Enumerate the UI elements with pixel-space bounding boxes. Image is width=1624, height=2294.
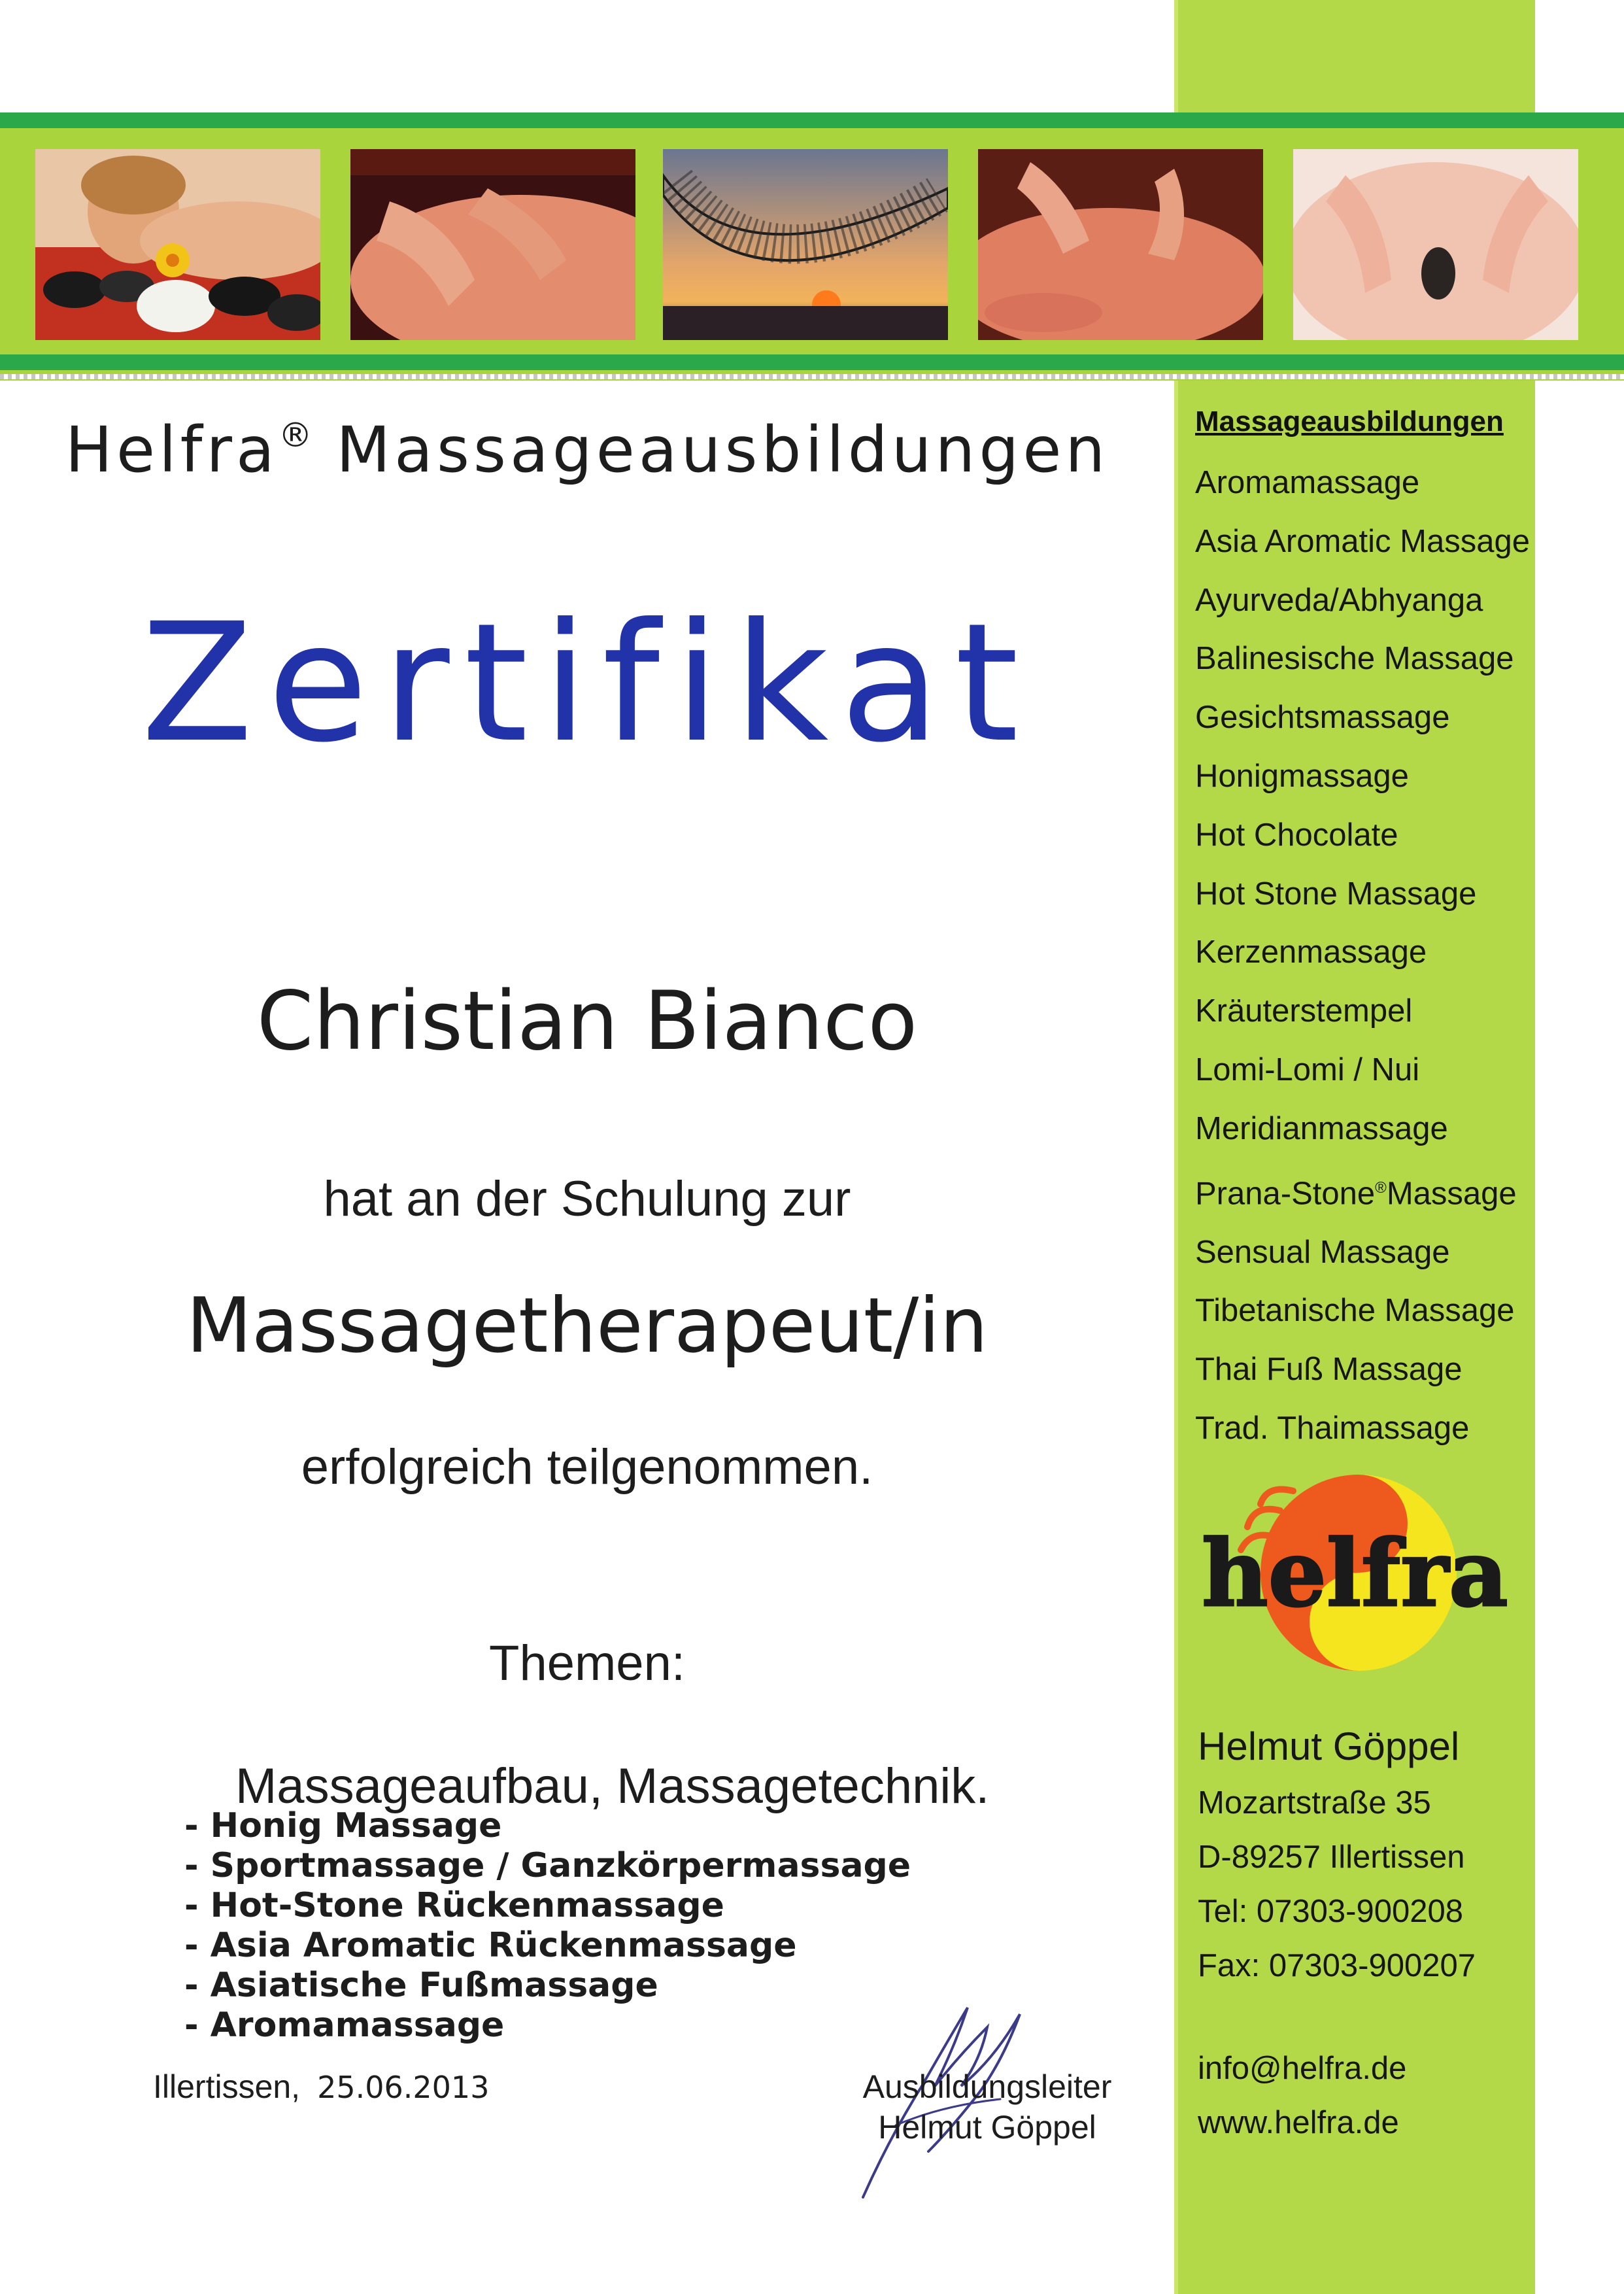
course-item: Hot Chocolate [1195, 817, 1398, 853]
signer-block [850, 2066, 1125, 2148]
signer-role: Ausbildungsleiter [862, 2068, 1112, 2105]
contact-block [1198, 1717, 1476, 2150]
header-title-rest: Massageausbildungen [336, 413, 1109, 487]
themes-subtitle: Massageaufbau, Massagetechnik. [235, 1758, 990, 1814]
course-item: Balinesische Massage [1195, 641, 1514, 677]
theme-item: - Hot-Stone Rückenmassage [184, 1886, 724, 1925]
place: Illertissen, [153, 2068, 301, 2105]
contact-city: D-89257 Illertissen [1198, 1840, 1465, 1875]
hammock-sunset-photo [663, 149, 948, 340]
prana-suffix: Massage [1386, 1175, 1517, 1211]
prana-registered-mark: ® [1375, 1178, 1387, 1197]
theme-item: - Asiatische Fußmassage [184, 1966, 658, 2005]
signer-name: Helmut Göppel [878, 2109, 1096, 2146]
back-massage-photo [350, 149, 635, 340]
place-and-date [153, 2068, 489, 2106]
registered-mark: ® [278, 416, 313, 455]
course-item [1195, 1159, 1530, 1224]
course-name: Massagetherapeut/in [186, 1282, 989, 1370]
svg-text:helfra: helfra [1202, 1520, 1508, 1628]
course-item: Trad. Thaimassage [1195, 1411, 1470, 1447]
certificate-title: Zertifikat [141, 588, 1034, 778]
sidebar-heading: Massageausbildungen [1195, 405, 1504, 437]
band-stripe-top [0, 112, 1624, 128]
contact-fax: Fax: 07303-900207 [1198, 1948, 1476, 1983]
completion-line: erfolgreich teilgenommen. [301, 1439, 873, 1495]
theme-item: - Aromamassage [184, 2006, 505, 2045]
band-stripe-bottom [0, 354, 1624, 370]
recipient-name: Christian Bianco [256, 974, 918, 1069]
woman-hot-stones-photo [35, 149, 320, 340]
theme-item: - Asia Aromatic Rückenmassage [184, 1926, 797, 1965]
themes-label: Themen: [489, 1635, 685, 1691]
theme-item: - Sportmassage / Ganzkörpermassage [184, 1846, 911, 1885]
page-header [0, 413, 1174, 487]
course-item: Thai Fuß Massage [1195, 1352, 1463, 1388]
prana-stone-label: Prana-Stone [1195, 1175, 1376, 1211]
shoulder-massage-photo [978, 149, 1263, 340]
course-item: Aromamassage [1195, 465, 1420, 500]
contact-tel: Tel: 07303-900208 [1198, 1894, 1463, 1929]
contact-web: www.helfra.de [1198, 2105, 1399, 2140]
course-item: Ayurveda/Abhyanga [1195, 582, 1483, 618]
course-item: Gesichtsmassage [1195, 700, 1450, 736]
contact-street: Mozartstraße 35 [1198, 1785, 1431, 1821]
course-item: Kerzenmassage [1195, 934, 1427, 970]
contact-spacer [1198, 1993, 1476, 2042]
band-dotted-line [0, 374, 1624, 379]
stone-massage-photo [1293, 149, 1578, 340]
course-item: Lomi-Lomi / Nui [1195, 1052, 1420, 1087]
contact-email: info@helfra.de [1198, 2051, 1407, 2086]
course-list [1195, 454, 1530, 1458]
intro-line: hat an der Schulung zur [323, 1171, 851, 1227]
date: 25.06.2013 [317, 2070, 490, 2105]
themes-list [184, 1806, 911, 2046]
course-item: Hot Stone Massage [1195, 876, 1477, 912]
helfra-logo [1195, 1465, 1509, 1681]
theme-item: - Honig Massage [184, 1806, 502, 1845]
course-item: Asia Aromatic Massage [1195, 523, 1530, 559]
header-brand: Helfra [65, 413, 279, 487]
contact-name: Helmut Göppel [1198, 1724, 1460, 1768]
course-item: Kräuterstempel [1195, 993, 1413, 1029]
course-item: Sensual Massage [1195, 1234, 1450, 1270]
course-item: Honigmassage [1195, 758, 1409, 794]
course-item: Tibetanische Massage [1195, 1293, 1515, 1329]
course-item: Meridianmassage [1195, 1110, 1448, 1146]
